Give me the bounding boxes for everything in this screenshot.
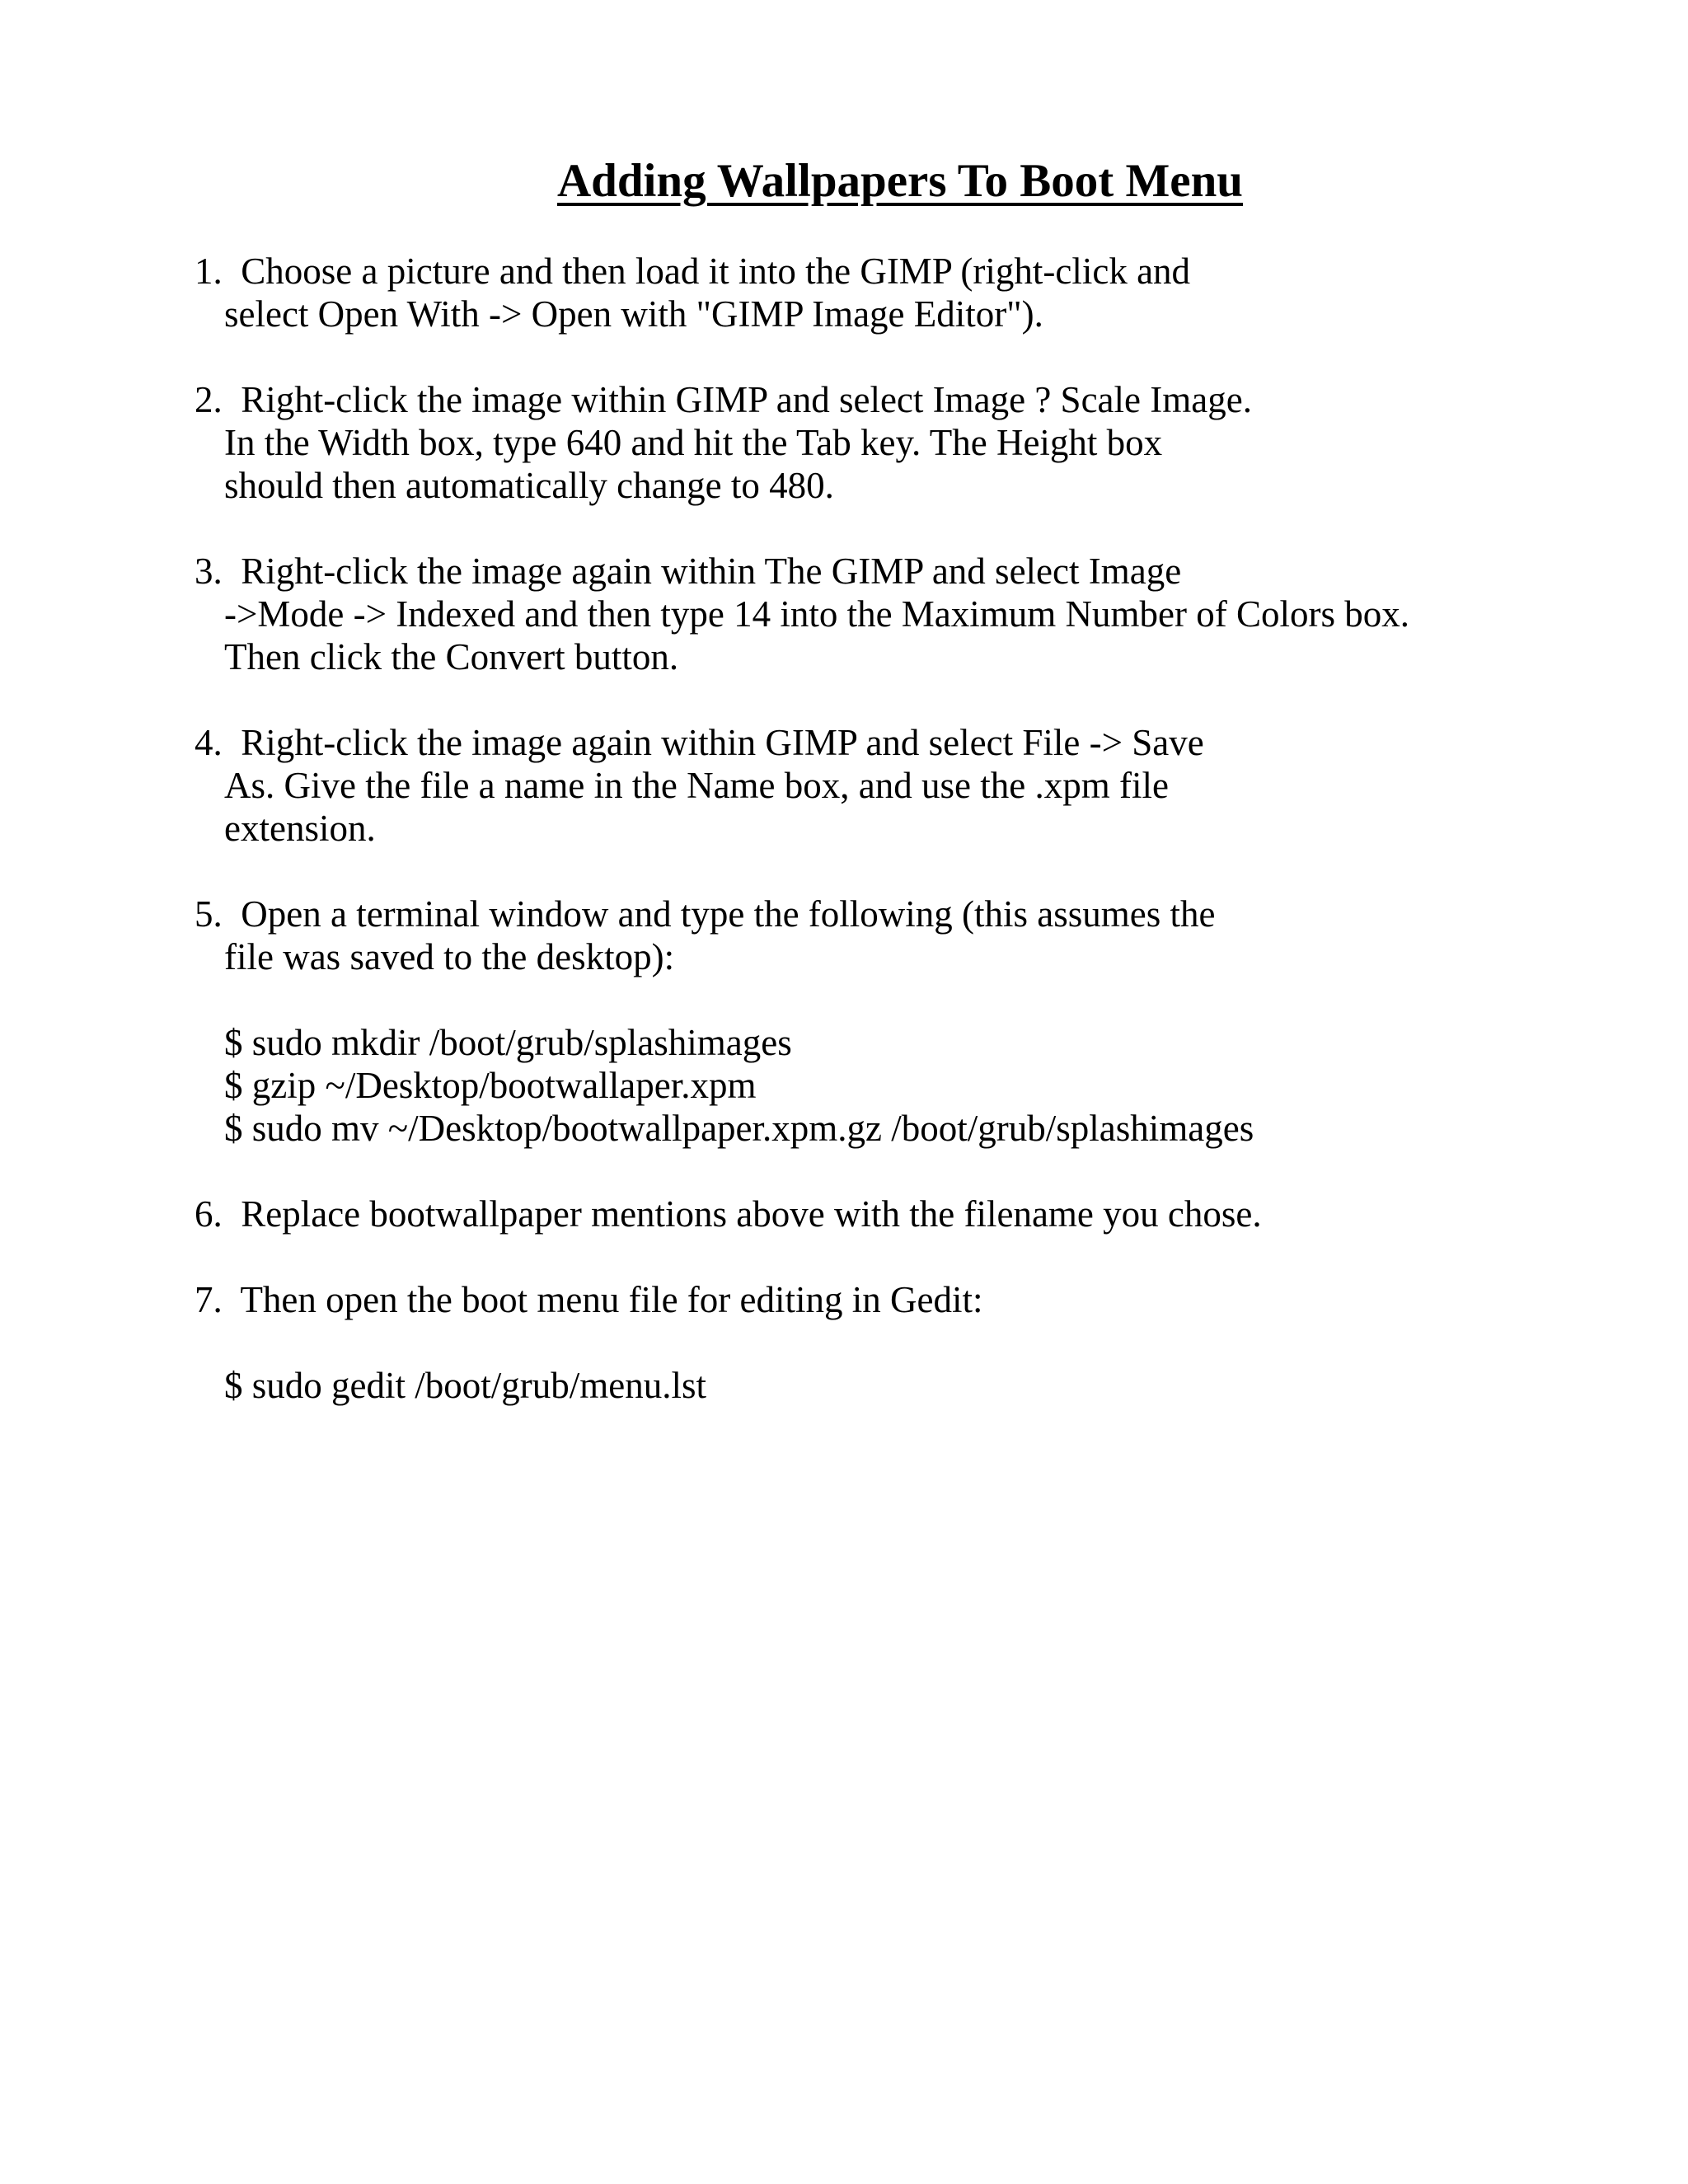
step-3-line-1: 3. Right-click the image again within The GIMP and select Image bbox=[195, 551, 1182, 592]
command-line: $ gzip ~/Desktop/bootwallaper.xpm bbox=[224, 1065, 757, 1106]
step-1-line-2: select Open With -> Open with "GIMP Image Editor"). bbox=[224, 293, 1043, 335]
step-4-line-3: extension. bbox=[224, 808, 376, 849]
step-7-line-1: 7. Then open the boot menu file for editing in Gedit: bbox=[195, 1279, 983, 1320]
step-1-line-1: 1. Choose a picture and then load it into the GIMP (right-click and bbox=[195, 251, 1191, 292]
step-number: 5. bbox=[195, 893, 223, 935]
step-number: 6. bbox=[195, 1193, 223, 1235]
step-number: 3. bbox=[195, 551, 223, 592]
step-2-line-1: 2. Right-click the image within GIMP and select Image ? Scale Image. bbox=[195, 379, 1252, 420]
step-number: 4. bbox=[195, 722, 223, 763]
step-2-line-2: In the Width box, type 640 and hit the Tab key. The Height box bbox=[224, 422, 1163, 463]
command-line: $ sudo gedit /boot/grub/menu.lst bbox=[224, 1365, 706, 1406]
step-2-line-3: should then automatically change to 480. bbox=[224, 465, 834, 506]
step-number: 7. bbox=[195, 1279, 223, 1320]
step-3-line-3: Then click the Convert button. bbox=[224, 636, 679, 677]
step-3-line-2: ->Mode -> Indexed and then type 14 into the Maximum Number of Colors box. bbox=[224, 593, 1410, 635]
step-6-line-1: 6. Replace bootwallpaper mentions above with the filename you chose. bbox=[195, 1193, 1262, 1235]
step-4-line-2: As. Give the file a name in the Name box, and use the .xpm file bbox=[224, 765, 1169, 806]
command-line: $ sudo mv ~/Desktop/bootwallpaper.xpm.gz /boot/grub/splashimages bbox=[224, 1108, 1254, 1149]
step-number: 1. bbox=[195, 251, 223, 292]
step-4-line-1: 4. Right-click the image again within GIMP and select File -> Save bbox=[195, 722, 1204, 763]
step-5-line-2: file was saved to the desktop): bbox=[224, 936, 675, 977]
step-number: 2. bbox=[195, 379, 223, 420]
step-5-line-1: 5. Open a terminal window and type the following (this assumes the bbox=[195, 893, 1216, 935]
command-line: $ sudo mkdir /boot/grub/splashimages bbox=[224, 1022, 792, 1063]
document-title: Adding Wallpapers To Boot Menu bbox=[556, 155, 1244, 207]
